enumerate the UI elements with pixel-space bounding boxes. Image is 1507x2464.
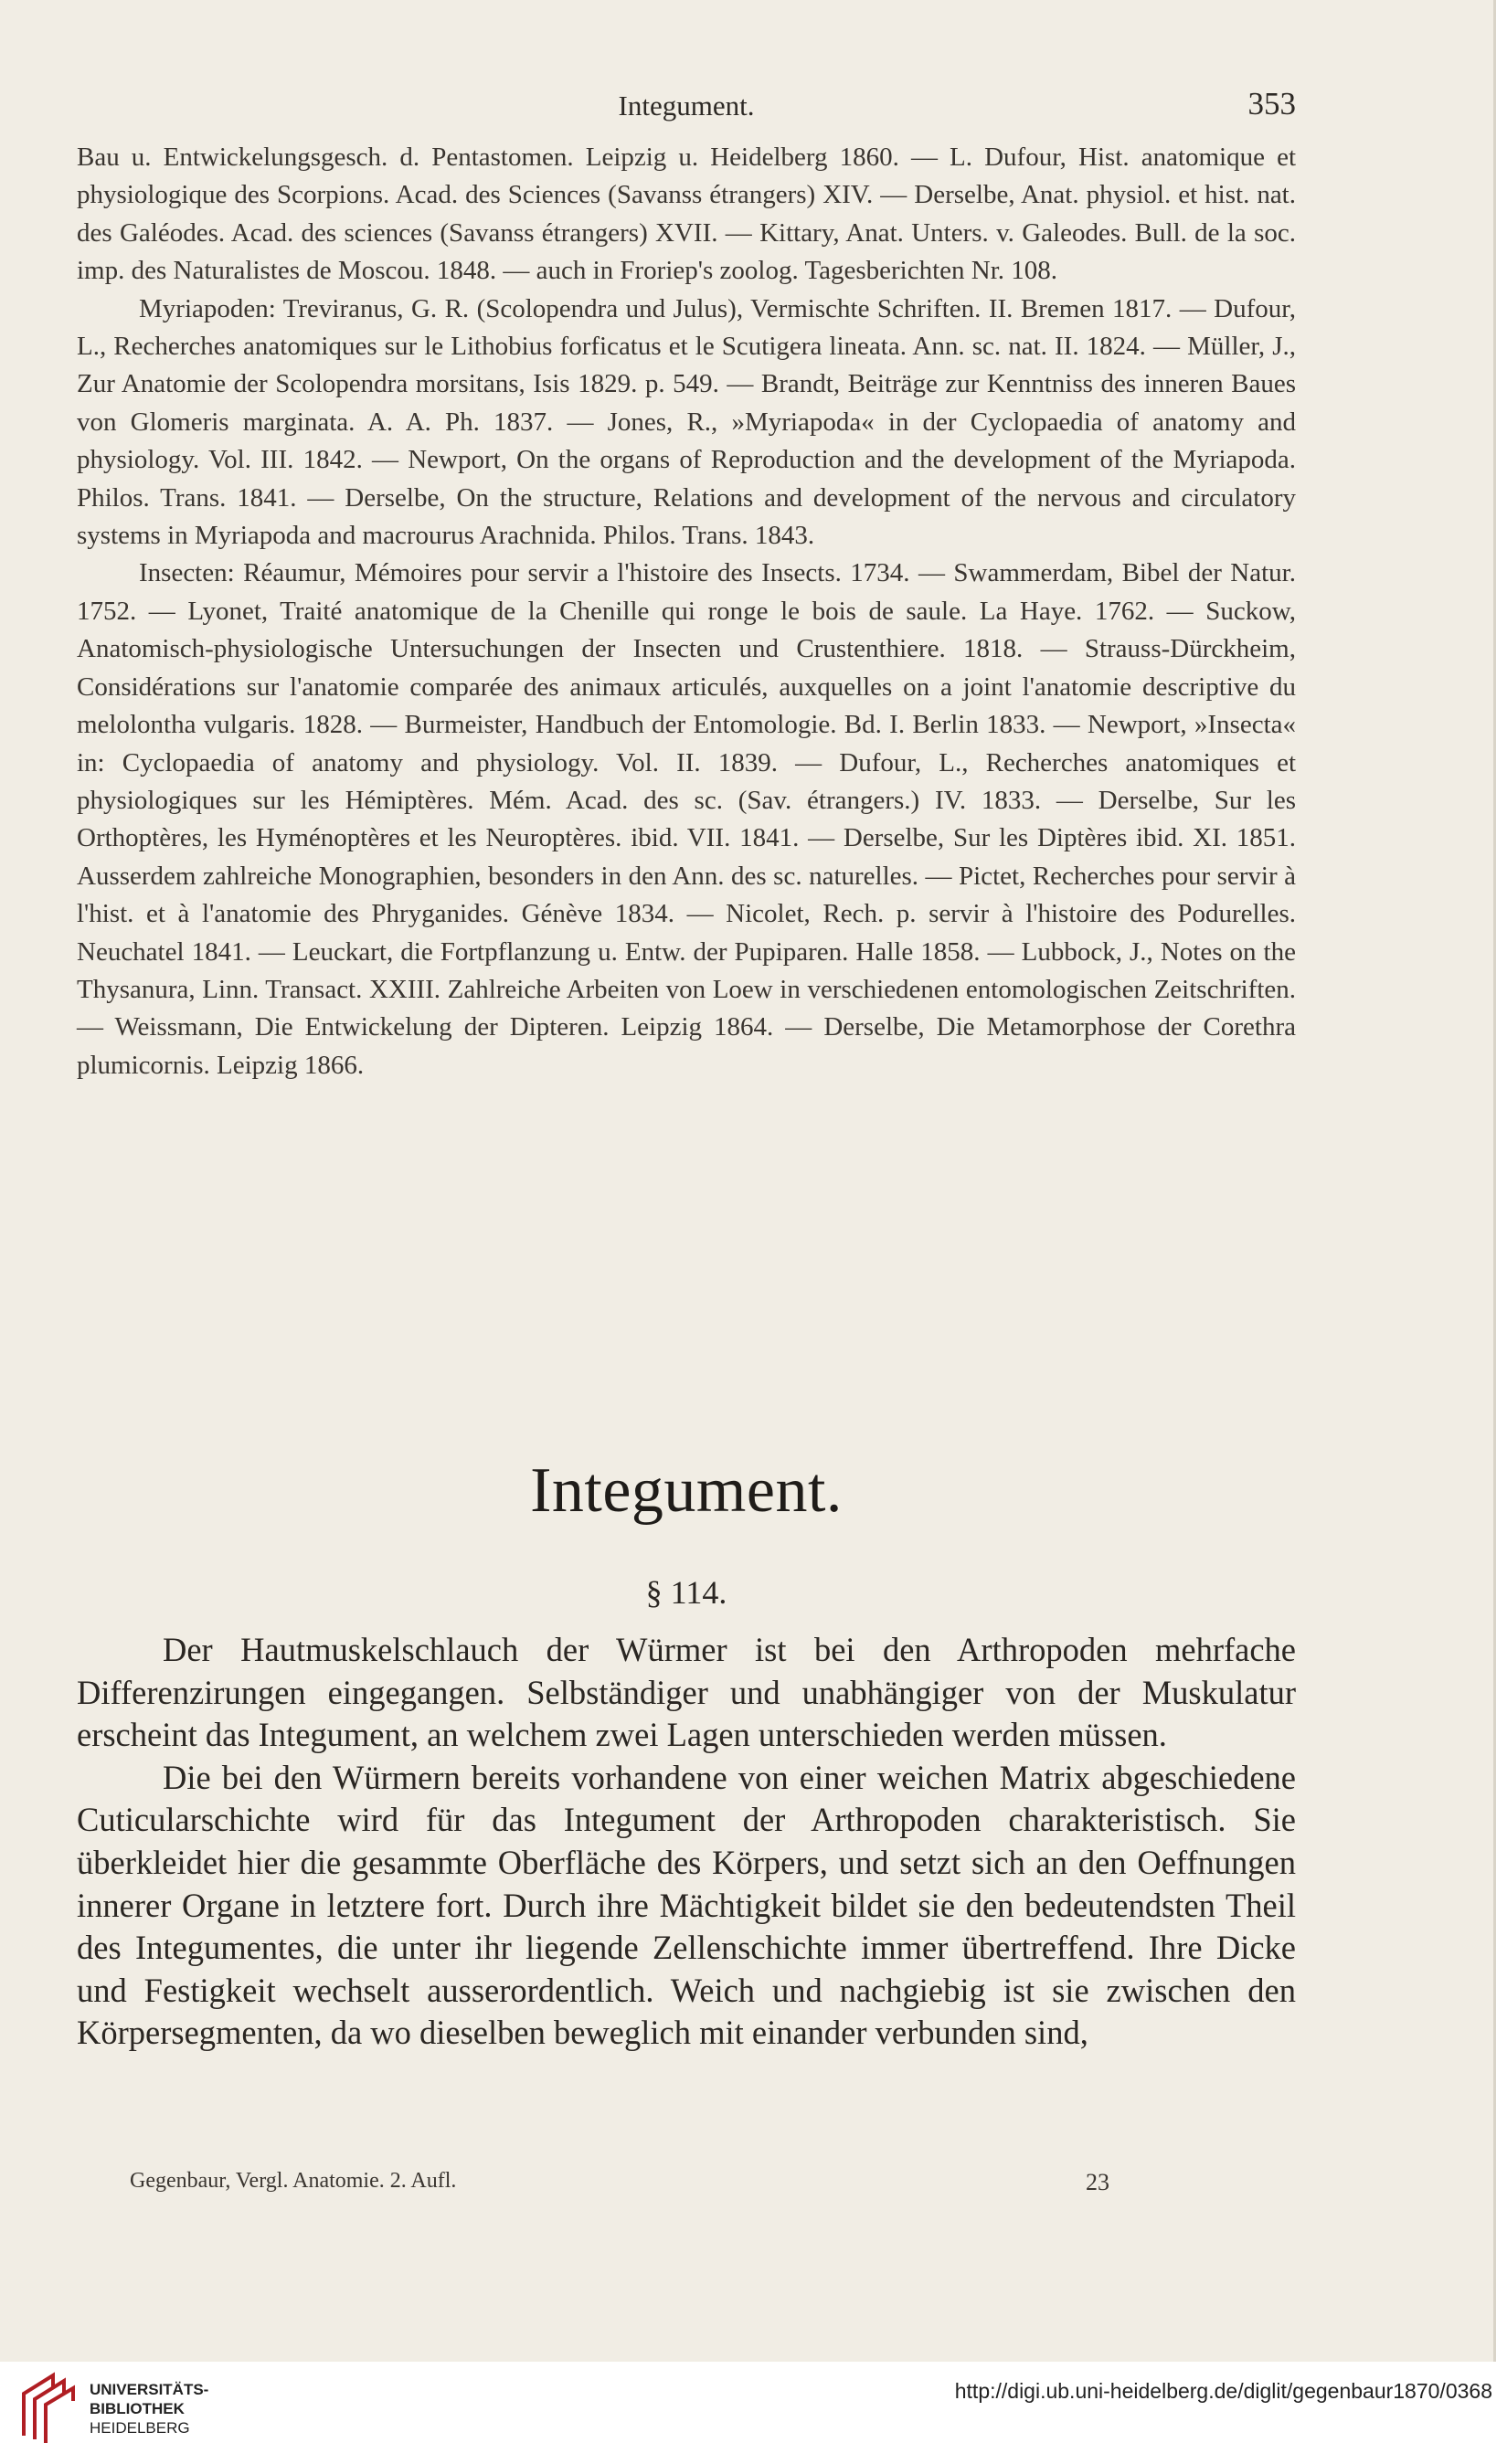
bibliography-paragraph: Bau u. Entwickelungsgesch. d. Pentastomen. Leipzig u. Heidelberg 1860. — L. Dufour, Hist. anatomique et physiologique des Scorpions. Acad. des Sciences (Savanss étrangers) XIV. — Derselbe, Anat. physiol. et hist. nat. des Galéodes. Acad. des sciences (Savanss étrangers) XVII. — Kittary, Anat. Unters. v. Galeodes. Bull. de la soc. imp. des Naturalistes de Moscou. 1848. — auch in Froriep's zoolog. Tagesberichten Nr. 108.	[77, 143, 1296, 286]
section-number: § 114.	[645, 1574, 727, 1611]
bibliography-paragraph: Insecten: Réaumur, Mémoires pour servir a l'histoire des Insects. 1734. — Swammerdam, Bibel der Natur. 1752. — Lyonet, Traité anatomique de la Chenille qui ronge le bois de saule. La Haye. 1762. — Suckow, Anatomisch-physiologische Untersuchungen der Insecten und Crustenthiere. 1818. — Strauss-Dürckheim, Considérations sur l'anatomie comparée des animaux articulés, auxquelles on a joint l'anatomie descriptive du melolontha vulgaris. 1828. — Burmeister, Handbuch der Entomologie. Bd. I. Berlin 1833. — Newport, »Insecta« in: Cyclopaedia of anatomy and physiology. Vol. II. 1839. — Dufour, L., Recherches anatomiques et physiologiques sur les Hémiptères. Mém. Acad. des sc. (Sav. étrangers.) IV. 1833. — Derselbe, Sur les Orthoptères, les Hyménoptères et les Neuroptères. ibid. VII. 1841. — Derselbe, Sur les Diptères ibid. XI. 1851. Ausserdem zahlreiche Monographien, besonders in den Ann. des sc. naturelles. — Pictet, Recherches pour servir à l'hist. et à l'anatomie des Phryganides. Génève 1834. — Nicolet, Rech. p. servir à l'histoire des Podurelles. Neuchatel 1841. — Leuckart, die Fortpflanzung u. Entw. der Pupiparen. Halle 1858. — Lubbock, J., Notes on the Thysanura, Linn. Transact. XXIII. Zahlreiche Arbeiten von Loew in verschiedenen entomologischen Zeitschriften. — Weissmann, Die Entwickelung der Dipteren. Leipzig 1864. — Derselbe, Die Metamorphose der Corethra plumicornis. Leipzig 1866.	[77, 558, 1296, 1080]
body-paragraph: Der Hautmuskelschlauch der Würmer ist bei den Arthropoden mehrfache Differenzirungen eingegangen. Selbständiger und unabhängiger von der Muskulatur erscheint das Integument, an welchem zwei Lagen unterschieden werden müssen.	[77, 1631, 1296, 1754]
library-name-line: HEIDELBERG	[90, 2419, 190, 2437]
body-text	[77, 1629, 1296, 2055]
source-url-link[interactable]: http://digi.ub.uni-heidelberg.de/diglit/gegenbaur1870/0368	[954, 2379, 1492, 2403]
library-name-line: UNIVERSITÄTS-	[90, 2381, 209, 2398]
ub-heidelberg-logo-icon	[16, 2368, 80, 2448]
printer-signature: Gegenbaur, Vergl. Anatomie. 2. Aufl.	[130, 2169, 457, 2193]
library-name	[90, 2380, 208, 2438]
running-title: Integument.	[618, 90, 755, 122]
body-paragraph: Die bei den Würmern bereits vorhandene von einer weichen Matrix abgeschiedene Cuticularschichte wird für das Integument der Arthropoden charakteristisch. Sie überkleidet hier die gesammte Oberfläche des Körpers, und setzt sich an den Oeffnungen innerer Organe in letztere fort. Durch ihre Mächtigkeit bildet sie den bedeutendsten Theil des Integumentes, die unter ihr liegende Zellenschichte immer übertreffend. Ihre Dicke und Festigkeit wechselt ausserordentlich. Weich und nachgiebig ist sie zwischen den Körpersegmenten, da wo dieselben beweglich mit einander verbunden sind,	[77, 1758, 1296, 2052]
running-head	[77, 84, 1296, 130]
bibliography	[77, 139, 1296, 1084]
library-footer	[0, 2362, 1507, 2464]
section-heading: Integument.	[530, 1455, 843, 1526]
bibliography-paragraph: Myriapoden: Treviranus, G. R. (Scolopendra und Julus), Vermischte Schriften. II. Bremen 1817. — Dufour, L., Recherches anatomiques sur le Lithobius forficatus et le Scutigera lineata. Ann. sc. nat. II. 1824. — Müller, J., Zur Anatomie der Scolopendra morsitans, Isis 1829. p. 549. — Brandt, Beiträge zur Kenntniss des inneren Baues von Glomeris marginata. A. A. Ph. 1837. — Jones, R., »Myriapoda« in der Cyclopaedia of anatomy and physiology. Vol. III. 1842. — Newport, On the organs of Reproduction and the development of the Myriapoda. Philos. Trans. 1841. — Derselbe, On the structure, Relations and development of the nervous and circulatory systems in Myriapoda and macrourus Arachnida. Philos. Trans. 1843.	[77, 293, 1296, 551]
page-number: 353	[1247, 86, 1296, 122]
sheet-number: 23	[1086, 2169, 1109, 2195]
library-name-line: BIBLIOTHEK	[90, 2400, 185, 2417]
